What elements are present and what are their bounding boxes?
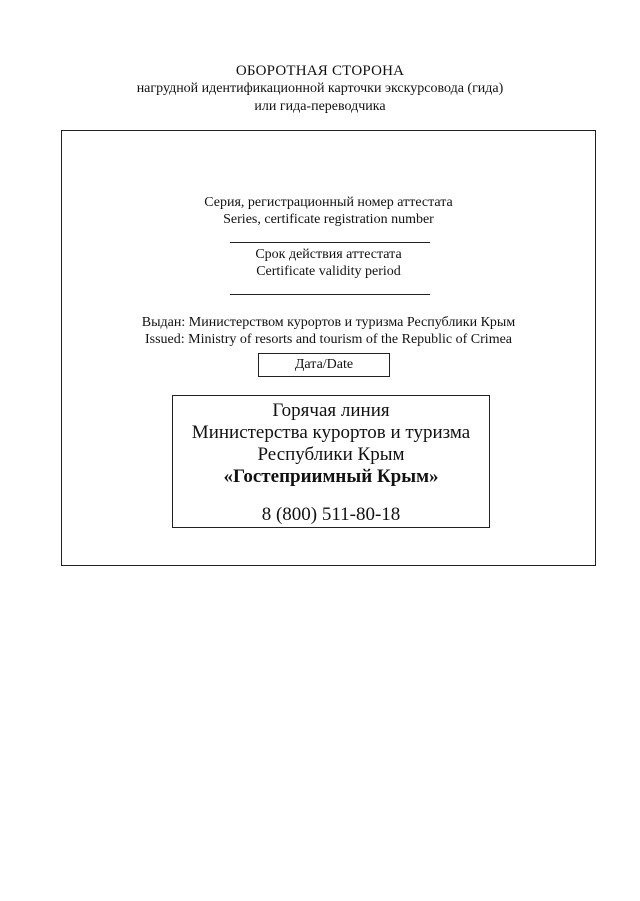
validity-label [62,246,595,280]
hotline-box [172,395,490,528]
issued-by-ru: Выдан: Министерством курортов и туризма Республики Крым [141,315,516,330]
hotline-ministry: Министерства курортов и туризма [191,422,471,443]
header-subtitle-2: или гида-переводчика [254,99,386,114]
document-header [0,62,640,116]
header-title: ОБОРОТНАЯ СТОРОНА [235,63,405,79]
hotline-slogan: «Гостеприимный Крым» [223,466,439,487]
date-field: Дата/Date [258,353,390,377]
issued-by-en: Issued: Ministry of resorts and tourism of the Republic of Crimea [144,332,513,347]
header-subtitle: нагрудной идентификационной карточки экскурсовода (гида) [136,81,504,96]
certificate-number-label [62,194,595,228]
certificate-number-ru: Серия, регистрационный номер аттестата [204,195,453,210]
certificate-number-line [230,242,430,243]
hotline-phone: 8 (800) 511-80-18 [261,504,401,525]
hotline-republic: Республики Крым [257,444,405,465]
validity-line [230,294,430,295]
id-card-back [61,130,596,566]
issued-by [62,314,595,348]
validity-ru: Срок действия аттестата [255,247,402,262]
certificate-number-en: Series, certificate registration number [223,212,434,227]
hotline-title: Горячая линия [272,400,390,421]
validity-en: Certificate validity period [256,264,401,279]
